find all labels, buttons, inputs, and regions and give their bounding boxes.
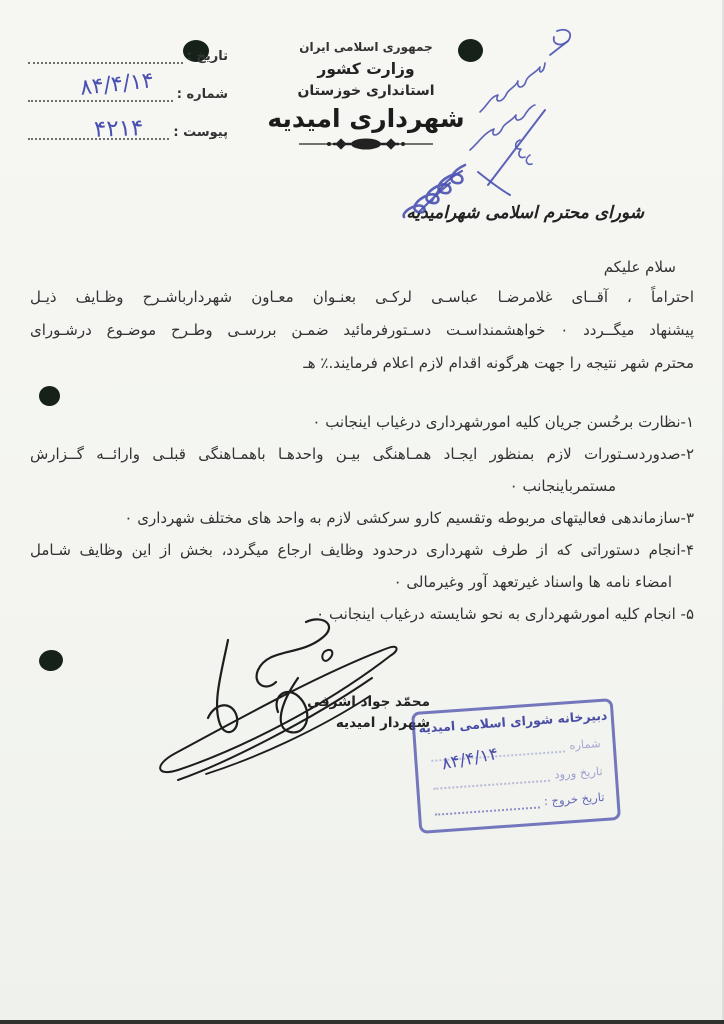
signatory-title: شهردار امیدیه [335, 715, 430, 731]
stamp-entry-date-label: تاریخ ورود [553, 763, 604, 782]
handwritten-date-value: ۸۴/۴/۱۴ [78, 68, 156, 101]
list-item: ۱-نظارت برحُسن جریان کلیه امورشهرداری درغیاب اینجانب ۰ [312, 413, 694, 431]
list-item-continuation: امضاء نامه ها واسناد غیرتعهد آور وغیرمالی ۰ [393, 573, 672, 591]
list-item: ۲-صدوردسـتورات لازم بمنظور ایجـاد همـاهنگی بیـن واحدهـا باهمـاهنگی قبلـی وارائــه گــزارش [30, 445, 694, 463]
stamp-exit-dotted-line [434, 796, 539, 815]
date-field [28, 44, 228, 64]
list-item: ۴-انجام دستوراتی که از طرف شهرداری درحدود وظایف ارجاع میگردد، بخش از این وظایف شـامل [30, 541, 694, 559]
stamp-title: دبیرخانه شورای اسلامی امیدیه [418, 707, 608, 736]
list-item-continuation: مستمرباینجانب ۰ [509, 477, 616, 495]
stamp-number-label: شماره [568, 736, 602, 753]
stamp-exit-date-row [434, 790, 605, 816]
letterhead-governorate: استانداری خوزستان [297, 83, 435, 99]
letterhead-ministry: وزارت کشور [317, 60, 415, 78]
stamp-exit-date-label: تاریخ خروج : [543, 789, 605, 809]
duties-list [30, 406, 694, 630]
scan-edge [0, 1020, 724, 1024]
stamp-handwritten-entry-date: ۸۴/۴/۱۴ [440, 743, 500, 775]
signatory-name: محمّد جواد اشرفی [307, 694, 430, 710]
addressee-line: شورای محترم اسلامی شهرامیدیه [406, 203, 644, 223]
date-label: تاریخ : [186, 49, 228, 64]
punch-hole-mark [39, 386, 60, 406]
number-label: شماره : [176, 87, 228, 102]
meta-fields [28, 44, 228, 158]
greeting-line: سلام علیکم [603, 258, 676, 276]
date-dotted-line [28, 48, 183, 64]
paragraph-line: محترم شهر نتیجه را جهت هرگونه اقدام لازم اعلام فرمایند.٪ هـ [303, 354, 694, 372]
list-item: ۵- انجام کلیه امورشهرداری به نحو شایسته درغیاب اینجانب ۰ [316, 605, 694, 623]
letterhead-country: جمهوری اسلامی ایران [299, 40, 433, 54]
letterhead-municipality: شهرداری امیدیه [267, 104, 465, 133]
handwritten-approval-note-scribble [392, 25, 582, 221]
list-item: ۳-سازماندهی فعالیتهای مربوطه وتقسیم کارو سرکشی لازم به واحد های مختلف شهرداری ۰ [124, 509, 694, 527]
secretariat-stamp [411, 698, 621, 834]
punch-hole-mark [38, 648, 65, 672]
body-paragraph [30, 281, 694, 380]
handwritten-number-value: ۴۲۱۴ [93, 115, 144, 143]
attachment-label: پیوست : [173, 125, 228, 140]
paragraph-line: پیشنهاد میگــردد ۰ خواهشمنداسـت دسـتورفرمائید ضمـن بررسـی وطـرح موضـوع درشـورای [30, 321, 694, 339]
paragraph-line: احتراماً ، آقــای غلامرضـا عباسـی لرکـی بعنـوان معـاون شهردارباشـرح وظـایف ذیـل [30, 288, 694, 306]
